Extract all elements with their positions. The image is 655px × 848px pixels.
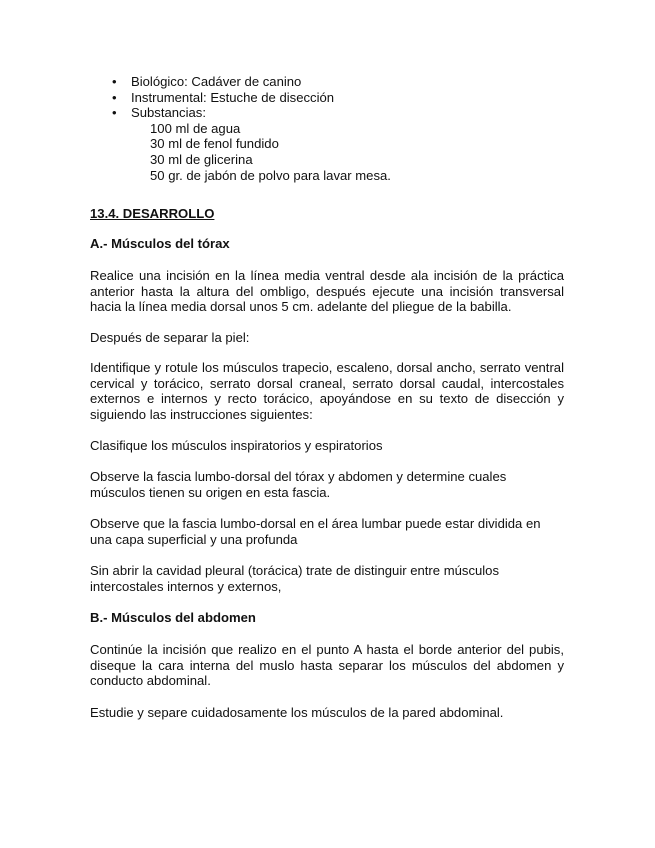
paragraph-incision: Realice una incisión en la línea media ventral desde ala incisión de la práctica anterior hasta la altura del ombligo, después ejecute una incisión transversal hacia la línea media dorsal unos 5 cm. adelante del pliegue de la babilla. [90,268,564,315]
material-instrumental: Instrumental: Estuche de disección [131,89,335,105]
material-biological: Biológico: Cadáver de canino [131,74,302,89]
bullet-icon: • [112,89,117,105]
list-item [112,105,391,183]
substances-list [131,121,391,183]
paragraph-fascia-observe: Observe la fascia lumbo-dorsal del tórax y abdomen y determine cuales músculos tienen su origen en esta fascia. [90,469,507,500]
list-item [112,90,391,106]
bullet-icon: • [112,105,117,121]
paragraph-intercostal: Sin abrir la cavidad pleural (torácica) trate de distinguir entre músculos intercostales internos y externos, [90,563,500,594]
substance-item: 30 ml de glicerina [150,151,253,167]
paragraph-fascia-layers: Observe que la fascia lumbo-dorsal en el área lumbar puede estar dividida en una capa superficial y una profunda [90,516,541,547]
paragraph-identify-muscles: Identifique y rotule los músculos trapecio, escaleno, dorsal ancho, serrato ventral cervical y torácico, serrato dorsal craneal, serrato dorsal caudal, intercostales externos e internos y recto torácico, apoyándose en su texto de disección y siguiendo las instrucciones siguientes: [90,360,564,422]
substance-item: 100 ml de agua [150,120,241,136]
substance-item: 50 gr. de jabón de polvo para lavar mesa. [150,167,391,183]
material-substances: Substancias: [131,105,206,121]
substance-item: 30 ml de fenol fundido [150,136,279,152]
heading-part-a: A.- Músculos del tórax [90,236,230,251]
paragraph-classify: Clasifique los músculos inspiratorios y espiratorios [90,438,383,453]
section-title: 13.4. DESARROLLO [90,206,215,221]
bullet-icon: • [112,74,117,89]
list-item [112,74,391,90]
paragraph-abdominal-wall: Estudie y separe cuidadosamente los músculos de la pared abdominal. [90,705,504,720]
paragraph-separate-skin: Después de separar la piel: [90,330,250,345]
heading-part-b: B.- Músculos del abdomen [90,610,256,625]
materials-list [112,74,391,183]
paragraph-continue-incision: Continúe la incisión que realizo en el punto A hasta el borde anterior del pubis, diseque la cara interna del muslo hasta separar los músculos del abdomen y conducto abdominal. [90,642,564,689]
